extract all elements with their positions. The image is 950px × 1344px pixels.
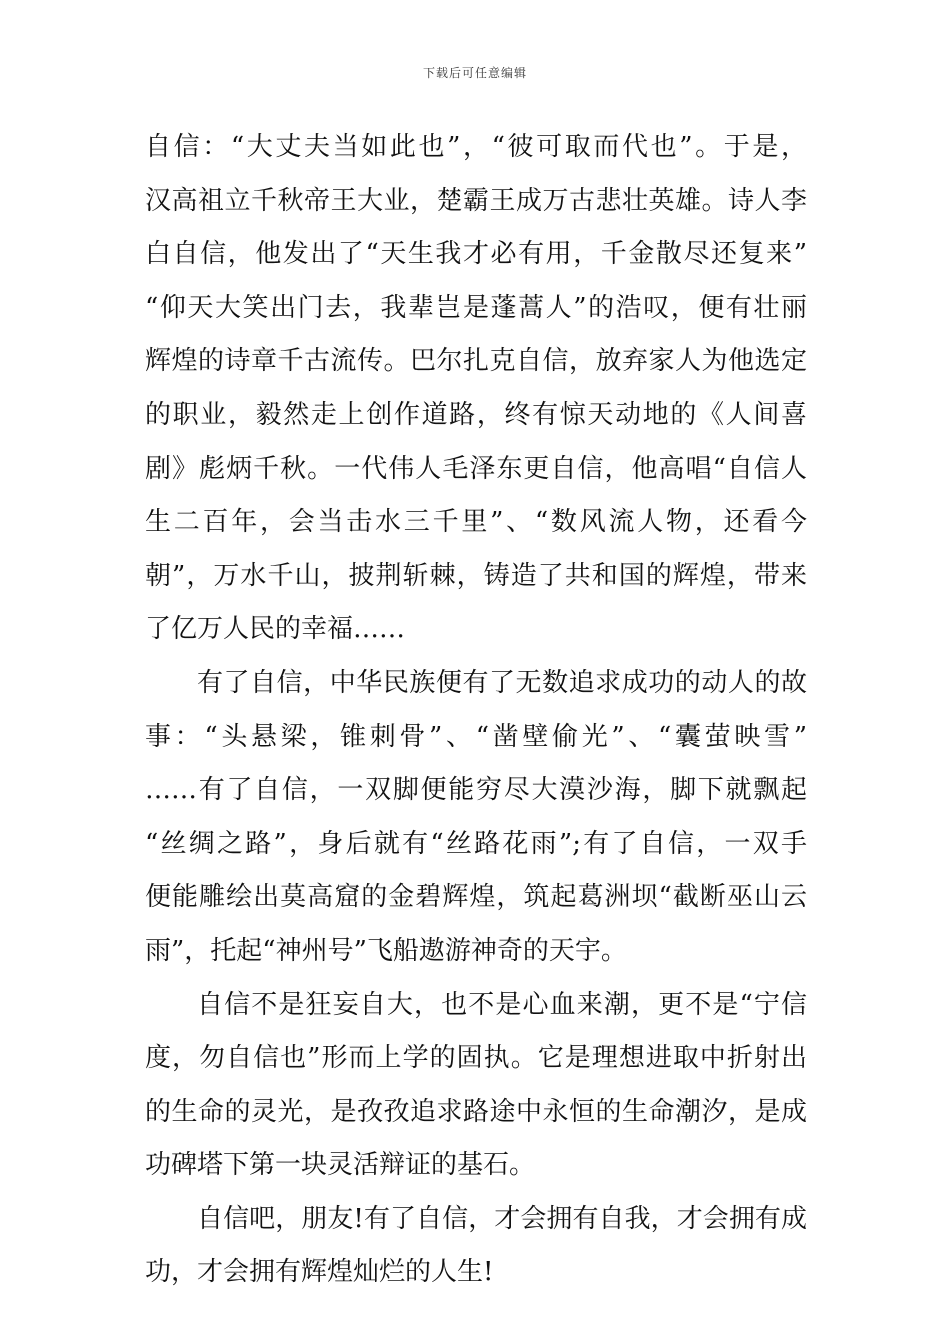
paragraph-3 — [145, 979, 807, 1193]
text-line: 剧》彪炳千秋。一代伟人毛泽东更自信，他高唱“自信人 — [145, 453, 807, 484]
text-line: ……有了自信，一双脚便能穷尽大漠沙海，脚下就飘起 — [145, 775, 807, 806]
paragraph-1 — [145, 121, 807, 657]
text-line: 便能雕绘出莫高窟的金碧辉煌，筑起葛洲坝“截断巫山云 — [145, 882, 807, 913]
page-header-note: 下载后可任意编辑 — [422, 66, 527, 80]
text-line: 汉高祖立千秋帝王大业，楚霸王成万古悲壮英雄。诗人李 — [145, 185, 807, 216]
text-line: “丝绸之路”，身后就有“丝路花雨”;有了自信，一双手 — [145, 828, 807, 859]
text-line: 辉煌的诗章千古流传。巴尔扎克自信，放弃家人为他选定 — [145, 346, 807, 377]
text-line: 朝”，万水千山，披荆斩棘，铸造了共和国的辉煌，带来 — [145, 560, 807, 591]
text-line: 雨”，托起“神州号”飞船遨游神奇的天宇。 — [145, 935, 627, 966]
text-line: 的生命的灵光，是孜孜追求路途中永恒的生命潮汐，是成 — [145, 1096, 807, 1127]
text-line: 白自信，他发出了“天生我才必有用，千金散尽还复来” — [145, 239, 807, 270]
text-line: 功，才会拥有辉煌灿烂的人生! — [145, 1257, 494, 1288]
text-line: 功碑塔下第一块灵活辩证的基石。 — [145, 1150, 536, 1181]
text-line: 生二百年，会当击水三千里”、“数风流人物，还看今 — [145, 507, 807, 538]
text-line: 事：“头悬梁，锥刺骨”、“凿壁偷光”、“囊萤映雪” — [145, 721, 807, 752]
text-line: 了亿万人民的幸福…… — [145, 614, 406, 645]
text-line: 度，勿自信也”形而上学的固执。它是理想进取中折射出 — [145, 1043, 807, 1074]
text-line: 的职业，毅然走上创作道路，终有惊天动地的《人间喜 — [145, 399, 807, 430]
text-line: 自信吧，朋友!有了自信，才会拥有自我，才会拥有成 — [197, 1203, 807, 1234]
paragraph-4 — [145, 1193, 807, 1300]
text-line: 有了自信，中华民族便有了无数追求成功的动人的故 — [197, 667, 807, 698]
document-body — [145, 121, 807, 1300]
text-line: “仰天大笑出门去，我辈岂是蓬蒿人”的浩叹，便有壮丽 — [145, 292, 807, 323]
text-line: 自信不是狂妄自大，也不是心血来潮，更不是“宁信 — [197, 989, 807, 1020]
paragraph-2 — [145, 657, 807, 979]
text-line: 自信：“大丈夫当如此也”，“彼可取而代也”。于是， — [145, 132, 807, 162]
